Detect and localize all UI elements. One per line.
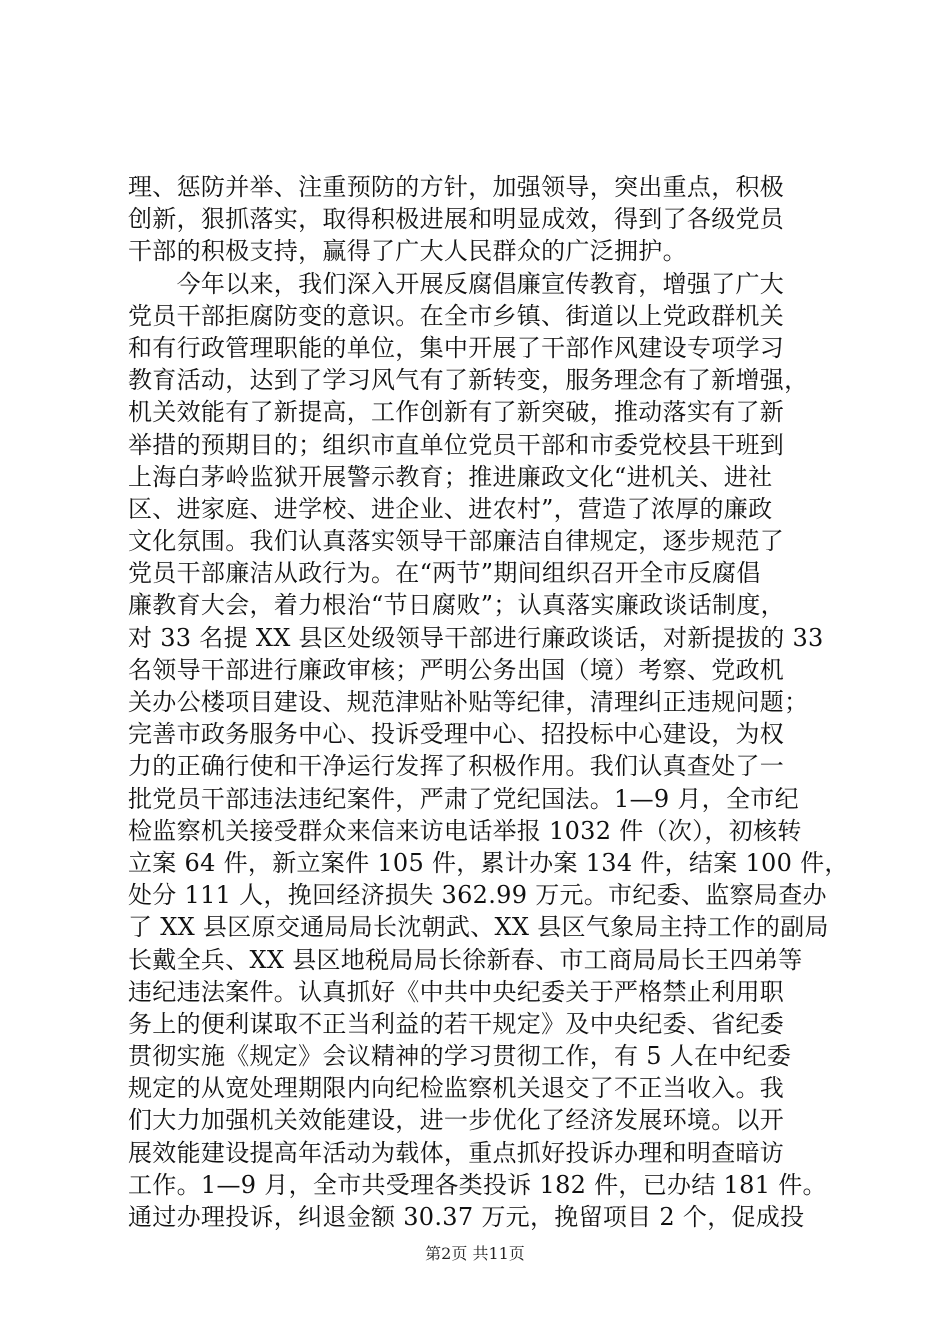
- text-line: 违纪违法案件。认真抓好《中共中央纪委关于严格禁止利用职: [128, 977, 785, 1006]
- text-line: 立案 64 件，新立案件 105 件，累计办案 134 件，结案 100 件，: [128, 848, 849, 877]
- text-line: 长戴全兵、XX 县区地税局局长徐新春、市工商局局长王四弟等: [128, 945, 803, 974]
- text-line: 干部的积极支持，赢得了广大人民群众的广泛拥护。: [128, 237, 687, 266]
- text-line: 机关效能有了新提高，工作创新有了新突破，推动落实有了新: [128, 398, 785, 427]
- text-line: 今年以来，我们深入开展反腐倡廉宣传教育，增强了广大: [128, 269, 785, 298]
- text-line: 处分 111 人，挽回经济损失 362.99 万元。市纪委、监察局查办: [128, 881, 827, 910]
- text-line: 务上的便利谋取不正当利益的若干规定》及中央纪委、省纪委: [128, 1009, 785, 1038]
- text-line: 批党员干部违法违纪案件，严肃了党纪国法。1—9 月，全市纪: [128, 784, 799, 813]
- text-line: 名领导干部进行廉政审核；严明公务出国（境）考察、党政机: [128, 655, 785, 684]
- text-line: 规定的从宽处理期限内向纪检监察机关退交了不正当收入。我: [128, 1074, 785, 1103]
- text-line: 们大力加强机关效能建设，进一步优化了经济发展环境。以开: [128, 1106, 785, 1135]
- text-line: 党员干部拒腐防变的意识。在全市乡镇、街道以上党政群机关: [128, 301, 785, 330]
- text-line: 了 XX 县区原交通局局长沈朝武、XX 县区气象局主持工作的副局: [128, 913, 829, 942]
- text-line: 通过办理投诉，纠退金额 30.37 万元，挽留项目 2 个，促成投: [128, 1203, 805, 1231]
- text-line: 贯彻实施《规定》会议精神的学习贯彻工作，有 5 人在中纪委: [128, 1042, 792, 1071]
- text-line: 教育活动，达到了学习风气有了新转变，服务理念有了新增强，: [128, 366, 809, 395]
- text-line: 完善市政务服务中心、投诉受理中心、招投标中心建设，为权: [128, 720, 785, 749]
- document-body: [128, 171, 858, 1233]
- text-line: 创新，狠抓落实，取得积极进展和明显成效，得到了各级党员: [128, 205, 785, 234]
- text-line: 党员干部廉洁从政行为。在“两节”期间组织召开全市反腐倡: [128, 559, 761, 588]
- text-line: 对 33 名提 XX 县区处级领导干部进行廉政谈话，对新提拔的 33: [128, 623, 824, 652]
- text-line: 展效能建设提高年活动为载体，重点抓好投诉办理和明查暗访: [128, 1138, 785, 1167]
- text-line: 关办公楼项目建设、规范津贴补贴等纪律，清理纠正违规问题；: [128, 688, 809, 716]
- text-line: 工作。1—9 月，全市共受理各类投诉 182 件，已办结 181 件。: [128, 1170, 827, 1199]
- text-line: 文化氛围。我们认真落实领导干部廉洁自律规定，逐步规范了: [128, 527, 785, 556]
- text-line: 区、进家庭、进学校、进企业、进农村”，营造了浓厚的廉政: [128, 494, 773, 523]
- text-line: 检监察机关接受群众来信来访电话举报 1032 件（次），初核转: [128, 816, 802, 845]
- text-line: 和有行政管理职能的单位，集中开展了干部作风建设专项学习: [128, 333, 785, 362]
- text-line: 上海白茅岭监狱开展警示教育；推进廉政文化“进机关、进社: [128, 462, 773, 491]
- page-number: 第2页 共11页: [425, 1244, 525, 1263]
- text-line: 理、惩防并举、注重预防的方针，加强领导，突出重点，积极: [128, 173, 785, 201]
- text-line: 力的正确行使和干净运行发挥了积极作用。我们认真查处了一: [128, 752, 785, 781]
- text-line: 廉教育大会，着力根治“节日腐败”；认真落实廉政谈话制度，: [128, 591, 785, 620]
- text-line: 举措的预期目的；组织市直单位党员干部和市委党校县干班到: [128, 430, 785, 459]
- page-footer: [0, 1244, 950, 1264]
